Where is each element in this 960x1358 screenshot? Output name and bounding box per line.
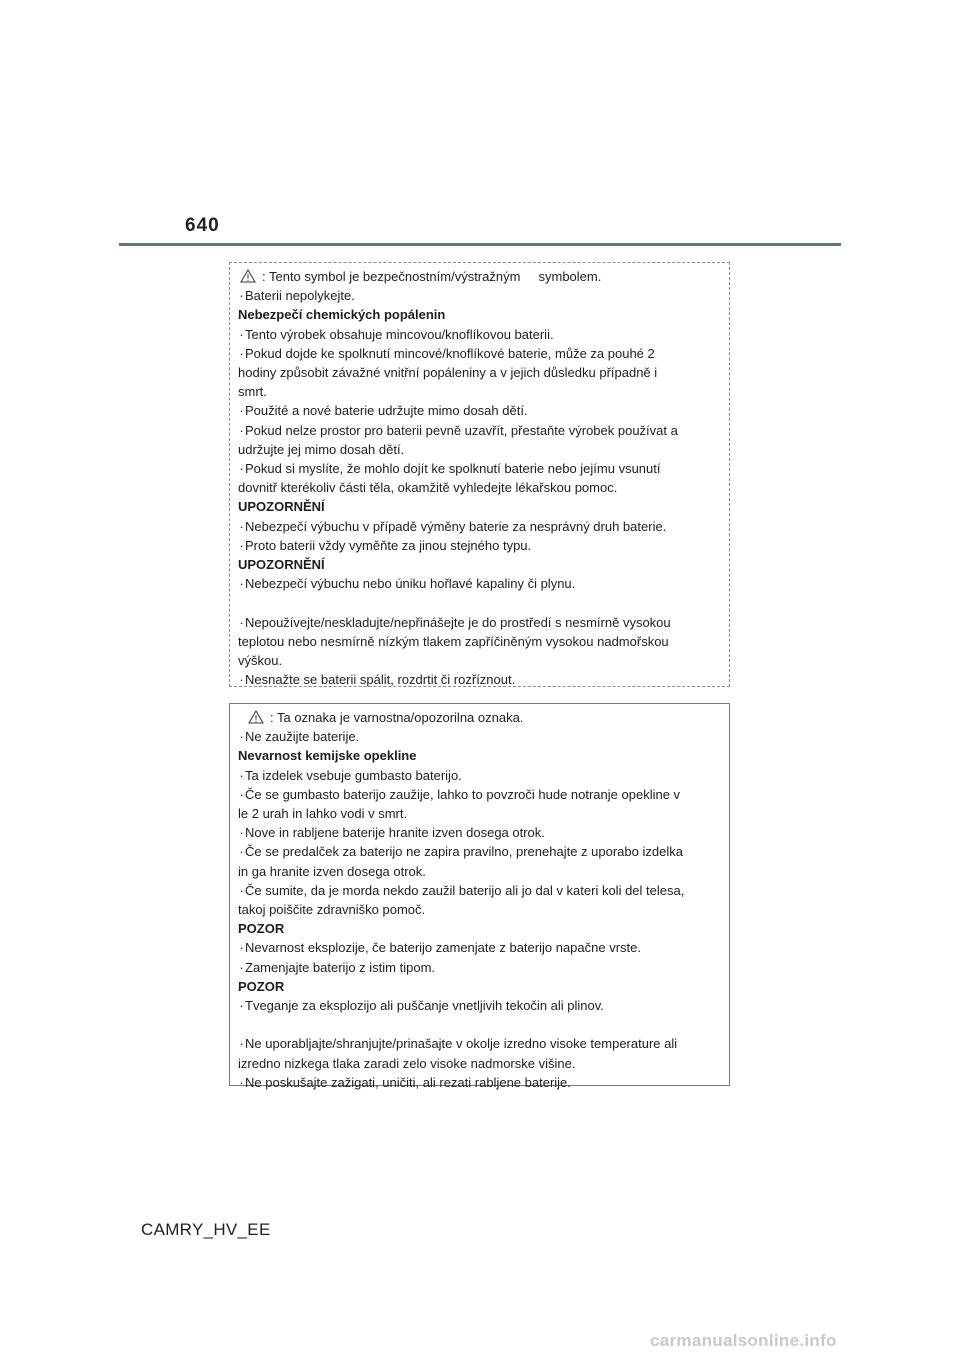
notice-line (238, 996, 721, 1015)
notice-line (238, 344, 721, 363)
blank-line (238, 593, 721, 612)
notice-line (238, 823, 721, 842)
warning-notice-slovenian (229, 703, 730, 1090)
bullet-dot: · (239, 1036, 244, 1052)
notice-line (238, 958, 721, 977)
line-text: Če se gumbasto baterijo zaužije, lahko to povzroči hude notranje opekline v (245, 786, 681, 802)
line-text: Ta izdelek vsebuje gumbasto baterijo. (245, 767, 462, 783)
symbol-text: : Tento symbol je bezpečnostním/výstražným symbolem. (262, 269, 602, 284)
bullet-dot: · (239, 576, 244, 592)
line-text: POZOR (238, 978, 285, 994)
warning-triangle-icon (248, 710, 264, 724)
line-text: le 2 urah in lahko vodi v smrt. (238, 806, 408, 822)
line-text: Tveganje za eksplozijo ali puščanje vnetljivih tekočin ali plinov. (245, 998, 604, 1014)
bullet-dot: · (239, 844, 244, 860)
header-rule (119, 243, 841, 246)
line-text: izredno nizkega tlaka zaradi zelo visoke nadmorske višine. (238, 1055, 576, 1071)
line-text: Pokud dojde ke spolknutí mincové/knoflíkové baterie, může za pouhé 2 (245, 345, 655, 361)
notice-line (238, 325, 721, 344)
bullet-dot: · (239, 998, 244, 1014)
notice-heading (238, 977, 721, 996)
line-text: Nebezpečí výbuchu v případě výměny baterie za nesprávný druh baterie. (245, 518, 667, 534)
notice-line (238, 421, 721, 440)
notice-line (238, 785, 721, 804)
symbol-text: : Ta oznaka je varnostna/opozorilna oznaka. (270, 710, 524, 725)
bullet-dot: · (239, 345, 244, 361)
bullet-dot: · (239, 461, 244, 477)
notice-line (238, 574, 721, 593)
notice-line (238, 727, 721, 746)
line-text: UPOZORNĚNÍ (238, 499, 325, 515)
bullet-dot: · (239, 672, 244, 688)
warning-notice-czech (229, 262, 730, 687)
notice-line (238, 862, 721, 881)
bullet-dot: · (239, 959, 244, 975)
notice-line (238, 286, 721, 305)
symbol-line (238, 267, 721, 286)
line-text: Če sumite, da je morda nekdo zaužil baterijo ali jo dal v kateri koli del telesa, (245, 882, 685, 898)
line-text: teplotou nebo nesmírně nízkým tlakem zapříčiněným vysokou nadmořskou (238, 633, 669, 649)
line-text: dovnitř kterékoliv části těla, okamžitě vyhledejte lékařskou pomoc. (238, 480, 618, 496)
notice-line (238, 401, 721, 420)
notice-line (238, 517, 721, 536)
notice-line (238, 382, 721, 401)
line-text: Baterii nepolykejte. (245, 288, 355, 304)
bullet-dot: · (239, 403, 244, 419)
line-text: Zamenjajte baterijo z istim tipom. (245, 959, 436, 975)
notice-line (238, 1054, 721, 1073)
line-text: Ne zaužijte baterije. (245, 729, 360, 745)
line-text: Če se predalček za baterijo ne zapira pravilno, prenehajte z uporabo izdelka (245, 844, 683, 860)
bullet-dot: · (239, 422, 244, 438)
notice-lines (238, 727, 721, 1092)
line-text: Nove in rabljene baterije hranite izven dosega otrok. (245, 825, 545, 841)
line-text: takoj poiščite zdravniško pomoč. (238, 902, 426, 918)
notice-heading (238, 555, 721, 574)
notice-line (238, 804, 721, 823)
bullet-dot: · (239, 940, 244, 956)
line-text: Nesnažte se baterii spálit, rozdrtit či rozříznout. (245, 672, 516, 688)
notice-line (238, 670, 721, 689)
notice-line (238, 440, 721, 459)
bullet-dot: · (239, 767, 244, 783)
line-text: Tento výrobek obsahuje mincovou/knoflíkovou baterii. (245, 326, 554, 342)
line-text: výškou. (238, 653, 283, 669)
document-code: CAMRY_HV_EE (141, 1220, 271, 1239)
notice-line (238, 651, 721, 670)
bullet-dot: · (239, 288, 244, 304)
watermark: carmanualsonline.info (650, 1331, 837, 1350)
line-text: Proto baterii vždy vyměňte za jinou stejného typu. (245, 537, 532, 553)
notice-line (238, 613, 721, 632)
notice-line (238, 478, 721, 497)
bullet-dot: · (239, 729, 244, 745)
bullet-dot: · (239, 786, 244, 802)
line-text: UPOZORNĚNÍ (238, 557, 325, 573)
notice-line (238, 881, 721, 900)
line-text: Pokud nelze prostor pro baterii pevně uzavřít, přestaňte výrobek používat a (245, 422, 678, 438)
warning-triangle-icon (240, 269, 256, 283)
notice-line (238, 900, 721, 919)
line-text: Ne poskušajte zažigati, uničiti, ali rezati rabljene baterije. (245, 1074, 571, 1090)
blank-line (238, 1015, 721, 1034)
line-text: POZOR (238, 921, 285, 937)
notice-lines (238, 286, 721, 689)
line-text: in ga hranite izven dosega otrok. (238, 863, 426, 879)
line-text: Pokud si myslíte, že mohlo dojít ke spolknutí baterie nebo jejímu vsunutí (245, 461, 661, 477)
bullet-dot: · (239, 518, 244, 534)
page-number: 640 (185, 215, 220, 236)
notice-line (238, 363, 721, 382)
line-text: Nebezpečí výbuchu nebo úniku hořlavé kapaliny či plynu. (245, 576, 576, 592)
notice-line (238, 632, 721, 651)
symbol-line (238, 708, 721, 727)
notice-heading (238, 919, 721, 938)
line-text: Nevarnost eksplozije, če baterijo zamenjate z baterijo napačne vrste. (245, 940, 641, 956)
notice-heading (238, 305, 721, 324)
line-text: hodiny způsobit závažné vnitřní popáleniny a v jejich důsledku případně i (238, 365, 658, 381)
notice-heading (238, 746, 721, 765)
notice-line (238, 1073, 721, 1092)
bullet-dot: · (239, 882, 244, 898)
notice-line (238, 766, 721, 785)
bullet-dot: · (239, 326, 244, 342)
line-text: smrt. (238, 384, 267, 400)
bullet-dot: · (239, 537, 244, 553)
notice-line (238, 1034, 721, 1053)
line-text: udržujte jej mimo dosah dětí. (238, 441, 405, 457)
notice-line (238, 842, 721, 861)
line-text: Nevarnost kemijske opekline (238, 748, 417, 764)
notice-heading (238, 497, 721, 516)
bullet-dot: · (239, 825, 244, 841)
line-text: Ne uporabljajte/shranjujte/prinašajte v okolje izredno visoke temperature ali (245, 1036, 678, 1052)
bullet-dot: · (239, 1074, 244, 1090)
line-text: Použité a nové baterie udržujte mimo dosah dětí. (245, 403, 528, 419)
notice-line (238, 536, 721, 555)
line-text: Nepoužívejte/neskladujte/nepřinášejte je do prostředí s nesmírně vysokou (245, 614, 671, 630)
line-text: Nebezpečí chemických popálenin (238, 307, 446, 323)
notice-line (238, 938, 721, 957)
notice-line (238, 459, 721, 478)
bullet-dot: · (239, 614, 244, 630)
